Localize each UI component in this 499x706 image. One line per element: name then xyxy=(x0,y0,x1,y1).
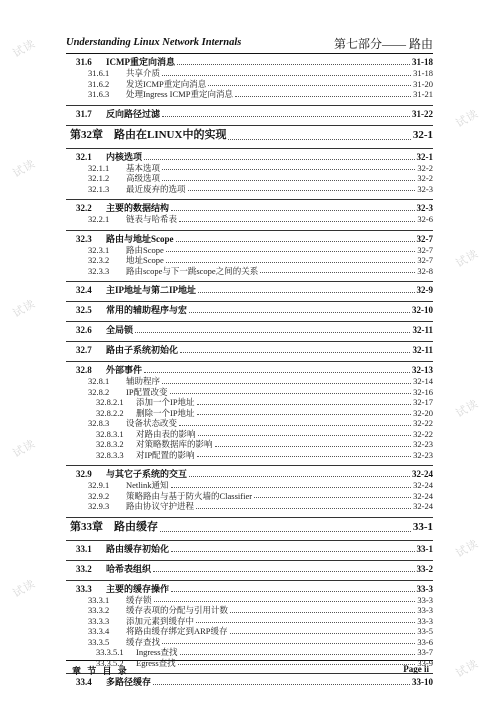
leader-dots xyxy=(162,116,410,117)
entry-page: 33-2 xyxy=(416,563,433,574)
toc-entry[interactable] xyxy=(66,468,433,480)
entry-title: 路由缓存 xyxy=(114,520,158,533)
entry-page: 32-24 xyxy=(412,469,433,479)
entry-number: 32.2.1 xyxy=(88,214,110,224)
entry-number: 31.7 xyxy=(76,108,92,119)
leader-dots xyxy=(228,139,410,140)
entry-number: 33.1 xyxy=(76,543,92,554)
leader-dots xyxy=(177,64,410,65)
entry-title: 高级选项 xyxy=(126,173,161,183)
entry-title: 外部事件 xyxy=(106,365,143,375)
leader-dots xyxy=(162,169,415,170)
entry-page: 33-7 xyxy=(417,647,433,657)
leader-dots xyxy=(153,571,414,572)
entry-title: 共享介质 xyxy=(126,68,161,78)
leader-dots xyxy=(198,292,414,293)
watermark: 试读 xyxy=(453,656,481,681)
entry-page: 32-22 xyxy=(413,428,433,439)
entry-number: 32.4 xyxy=(76,285,92,295)
toc-entry[interactable] xyxy=(66,214,433,225)
entry-title: ICMP重定向消息 xyxy=(106,57,175,67)
entry-title: 反向路径过滤 xyxy=(106,108,161,119)
leader-dots xyxy=(230,612,415,613)
entry-page: 32-11 xyxy=(412,345,433,355)
toc-entry[interactable] xyxy=(66,563,433,575)
entry-page: 32-22 xyxy=(413,418,433,428)
leader-dots xyxy=(171,210,414,211)
entry-number: 33.3.4 xyxy=(88,626,110,636)
entry-page: 33-9 xyxy=(417,657,433,668)
leader-dots xyxy=(189,476,410,477)
leader-dots xyxy=(170,393,412,394)
toc-entry[interactable] xyxy=(66,408,433,419)
entry-title: 处理Ingress ICMP重定向消息 xyxy=(126,89,233,99)
toc-entry[interactable] xyxy=(66,233,433,245)
leader-dots xyxy=(254,497,411,498)
watermark: 试读 xyxy=(10,36,38,61)
leader-dots xyxy=(230,633,416,634)
watermark: 试读 xyxy=(10,296,38,321)
entry-page: 33-3 xyxy=(416,583,433,594)
leader-dots xyxy=(208,85,411,86)
entry-number: 32.8.2.1 xyxy=(96,397,124,407)
leader-dots xyxy=(153,684,410,685)
toc-entry[interactable] xyxy=(66,626,433,637)
entry-title: 发送ICMP重定向消息 xyxy=(126,78,207,89)
entry-number: 32.8 xyxy=(76,365,92,375)
entry-number: 33.4 xyxy=(76,677,92,687)
book-title: Understanding Linux Network Internals xyxy=(66,37,242,48)
entry-page: 32-8 xyxy=(417,265,433,276)
entry-number: 32.1.1 xyxy=(88,162,110,173)
entry-number: 32.3.1 xyxy=(88,244,110,255)
entry-number: 31.6.1 xyxy=(88,68,110,78)
toc-entry[interactable] xyxy=(66,605,433,616)
toc-entry[interactable] xyxy=(66,364,433,376)
entry-number: 32.8.3.3 xyxy=(96,449,124,460)
toc-entry[interactable] xyxy=(66,637,433,648)
entry-title: 全局锁 xyxy=(106,325,134,335)
entry-number: 32.8.3.1 xyxy=(96,428,124,439)
toc-entry[interactable] xyxy=(66,79,433,90)
entry-title: 基本选项 xyxy=(126,162,161,173)
watermark: 试读 xyxy=(10,576,38,601)
entry-number: 32.9 xyxy=(76,469,92,479)
entry-title: 对路由表的影响 xyxy=(136,428,196,439)
toc-entry[interactable] xyxy=(66,56,433,68)
entry-number: 32.5 xyxy=(76,305,92,315)
entry-page: 32-2 xyxy=(417,173,433,183)
entry-page: 31-18 xyxy=(412,57,433,67)
leader-dots xyxy=(179,221,415,222)
entry-page: 32-1 xyxy=(412,128,433,141)
entry-title: Ingress查找 xyxy=(136,647,178,657)
toc-entry[interactable] xyxy=(66,647,433,658)
leader-dots xyxy=(160,531,411,532)
toc-entry[interactable] xyxy=(66,376,433,387)
entry-page: 33-1 xyxy=(412,520,433,533)
leader-dots xyxy=(197,404,412,405)
entry-title: 添加一个IP地址 xyxy=(136,397,195,407)
entry-number: 32.8.2.2 xyxy=(96,407,124,418)
entry-page: 32-24 xyxy=(413,501,433,511)
entry-number: 32.8.3 xyxy=(88,418,110,428)
entry-title: Egress查找 xyxy=(136,657,176,668)
entry-number: 32.8.2 xyxy=(88,386,110,397)
leader-dots xyxy=(162,75,411,76)
toc-entry[interactable] xyxy=(66,616,433,627)
entry-number: 32.6 xyxy=(76,325,92,335)
entry-page: 32-24 xyxy=(413,490,433,501)
entry-number: 第32章 xyxy=(70,128,103,141)
toc-entry[interactable] xyxy=(66,89,433,100)
entry-title: 与其它子系统的交互 xyxy=(106,469,188,479)
entry-title: Netlink通知 xyxy=(126,480,169,490)
entry-number: 33.2 xyxy=(76,563,92,574)
entry-number: 32.1.3 xyxy=(88,183,110,194)
entry-number: 33.3.5.1 xyxy=(96,647,124,657)
leader-dots xyxy=(171,591,414,592)
toc-entry[interactable] xyxy=(66,245,433,256)
entry-title: 添加元素到缓存中 xyxy=(126,615,195,626)
entry-number: 32.7 xyxy=(76,345,92,355)
entry-page: 33-3 xyxy=(417,605,433,615)
toc-entry[interactable] xyxy=(66,173,433,184)
entry-title: 路由在LINUX中的实现 xyxy=(114,128,227,141)
entry-page: 32-23 xyxy=(413,439,433,449)
page-footer xyxy=(66,657,433,677)
entry-page: 32-20 xyxy=(413,407,433,418)
leader-dots xyxy=(166,251,416,252)
entry-title: 哈希表组织 xyxy=(106,563,152,574)
entry-page: 33-6 xyxy=(417,636,433,647)
entry-number: 33.3.2 xyxy=(88,605,110,615)
watermark: 试读 xyxy=(453,246,481,271)
leader-dots xyxy=(162,383,411,384)
entry-number: 32.8.3.2 xyxy=(96,439,124,449)
toc-entry[interactable] xyxy=(66,397,433,408)
leader-dots xyxy=(162,180,415,181)
entry-page: 32-2 xyxy=(417,162,433,173)
entry-title: 设备状态改变 xyxy=(126,418,178,428)
entry-title: 地址Scope xyxy=(126,255,164,265)
toc-entry[interactable] xyxy=(66,387,433,398)
toc-entry[interactable] xyxy=(66,151,433,163)
leader-dots xyxy=(171,551,414,552)
part-title: 第七部分—— 路由 xyxy=(333,37,433,51)
entry-number: 31.6.3 xyxy=(88,89,110,99)
toc-entry[interactable] xyxy=(66,108,433,120)
toc-entry[interactable] xyxy=(66,344,433,356)
toc-entry[interactable] xyxy=(66,324,433,336)
entry-number: 第33章 xyxy=(70,520,103,533)
toc-chapter-entry[interactable] xyxy=(66,128,433,143)
entry-page: 33-3 xyxy=(417,615,433,626)
entry-page: 32-3 xyxy=(416,203,433,213)
entry-page: 33-1 xyxy=(416,543,433,554)
entry-title: 策略路由与基于防火墙的Classifier xyxy=(126,490,253,501)
toc-entry[interactable] xyxy=(66,595,433,606)
entry-page: 31-20 xyxy=(413,78,433,89)
entry-page: 33-10 xyxy=(412,677,433,687)
toc-entry[interactable] xyxy=(66,543,433,555)
entry-number: 31.6 xyxy=(76,57,92,67)
entry-number: 31.6.2 xyxy=(88,78,110,89)
toc-entry[interactable] xyxy=(66,284,433,296)
entry-title: 缓存查找 xyxy=(126,636,161,647)
footer-label: 章 节 目 录 xyxy=(72,666,129,676)
toc-entry[interactable] xyxy=(66,304,433,316)
entry-title: 对IP配置的影响 xyxy=(136,449,195,460)
leader-dots xyxy=(180,352,410,353)
entry-page: 32-24 xyxy=(413,480,433,490)
toc-entry[interactable] xyxy=(66,439,433,450)
leader-dots xyxy=(162,643,415,644)
entry-title: 主要的数据结构 xyxy=(106,203,170,213)
entry-title: 路由协议守护进程 xyxy=(126,501,195,511)
entry-title: 链表与哈希表 xyxy=(126,214,178,224)
toc-entry[interactable] xyxy=(66,429,433,440)
entry-title: 路由缓存初始化 xyxy=(106,543,170,554)
toc-entry[interactable] xyxy=(66,202,433,214)
entry-title: 删除一个IP地址 xyxy=(136,407,195,418)
toc-entry[interactable] xyxy=(66,583,433,595)
entry-title: 路由Scope xyxy=(126,244,164,255)
entry-title: 缓存锁 xyxy=(126,594,152,605)
entry-page: 31-18 xyxy=(413,68,433,78)
entry-number: 33.3.1 xyxy=(88,594,110,605)
entry-page: 33-3 xyxy=(417,594,433,605)
entry-page: 32-7 xyxy=(417,255,433,265)
entry-title: 路由子系统初始化 xyxy=(106,345,179,355)
entry-number: 32.8.1 xyxy=(88,376,110,386)
leader-dots xyxy=(180,654,416,655)
leader-dots xyxy=(179,425,411,426)
leader-dots xyxy=(154,601,416,602)
entry-title: 缓存表项的分配与引用计数 xyxy=(126,605,229,615)
entry-title: 多路径缓存 xyxy=(106,677,152,687)
entry-page: 32-3 xyxy=(417,183,433,194)
leader-dots xyxy=(176,241,415,242)
entry-number: 33.3.5 xyxy=(88,636,110,647)
toc-entry[interactable] xyxy=(66,491,433,502)
entry-page: 32-13 xyxy=(412,365,433,375)
entry-page: 32-16 xyxy=(413,386,433,397)
entry-title: 内核选项 xyxy=(106,151,143,162)
toc-entry[interactable] xyxy=(66,418,433,429)
entry-title: 主IP地址与第二IP地址 xyxy=(106,285,197,295)
toc-chapter-entry[interactable] xyxy=(66,520,433,535)
leader-dots xyxy=(144,372,410,373)
entry-page: 32-7 xyxy=(417,244,433,255)
watermark: 试读 xyxy=(453,536,481,561)
toc-entry[interactable] xyxy=(66,68,433,79)
leader-dots xyxy=(197,456,412,457)
entry-number: 32.3.2 xyxy=(88,255,110,265)
toc-entry[interactable] xyxy=(66,501,433,512)
entry-page: 32-9 xyxy=(416,285,433,295)
toc-entry[interactable] xyxy=(66,450,433,461)
toc-entry[interactable] xyxy=(66,255,433,266)
leader-dots xyxy=(235,96,411,97)
entry-number: 32.3.3 xyxy=(88,265,110,276)
page-number: Page ii xyxy=(403,664,429,674)
toc-entry[interactable] xyxy=(66,676,433,688)
entry-page: 32-17 xyxy=(413,397,433,407)
entry-page: 32-14 xyxy=(413,376,433,386)
entry-number: 32.3 xyxy=(76,233,92,244)
entry-page: 31-21 xyxy=(413,89,433,99)
leader-dots xyxy=(188,190,416,191)
leader-dots xyxy=(197,414,412,415)
entry-number: 32.9.1 xyxy=(88,480,110,490)
entry-number: 32.1 xyxy=(76,151,92,162)
entry-page: 32-6 xyxy=(417,214,433,224)
leader-dots xyxy=(196,508,411,509)
entry-page: 32-10 xyxy=(412,305,433,315)
leader-dots xyxy=(171,487,412,488)
toc-entry[interactable] xyxy=(66,480,433,491)
entry-page: 31-22 xyxy=(412,108,433,119)
entry-number: 32.1.2 xyxy=(88,173,110,183)
entry-title: 辅助程序 xyxy=(126,376,161,386)
entry-page: 32-11 xyxy=(412,325,433,335)
entry-title: 将路由缓存绑定到ARP缓存 xyxy=(126,626,228,636)
leader-dots xyxy=(260,272,415,273)
entry-title: 对策略数据库的影响 xyxy=(136,439,213,449)
entry-number: 32.9.2 xyxy=(88,490,110,501)
leader-dots xyxy=(196,622,415,623)
entry-title: 最近废弃的选项 xyxy=(126,183,186,194)
entry-title: 路由与地址Scope xyxy=(106,233,174,244)
watermark: 试读 xyxy=(453,396,481,421)
leader-dots xyxy=(198,435,412,436)
watermark: 试读 xyxy=(453,106,481,131)
entry-title: 常用的辅助程序与宏 xyxy=(106,305,188,315)
watermark: 试读 xyxy=(10,156,38,181)
entry-page: 33-5 xyxy=(417,626,433,636)
leader-dots xyxy=(189,312,410,313)
entry-number: 32.9.3 xyxy=(88,501,110,511)
entry-number: 33.3.5.2 xyxy=(96,657,124,668)
watermark: 试读 xyxy=(10,436,38,461)
toc-entry[interactable] xyxy=(66,163,433,174)
table-of-contents xyxy=(66,56,433,688)
entry-page: 32-7 xyxy=(416,233,433,244)
entry-number: 32.2 xyxy=(76,203,92,213)
leader-dots xyxy=(215,446,412,447)
leader-dots xyxy=(166,262,416,263)
leader-dots xyxy=(144,159,414,160)
entry-title: 主要的缓存操作 xyxy=(106,583,170,594)
entry-page: 32-1 xyxy=(416,151,433,162)
entry-title: 路由scope与下一跳scope之间的关系 xyxy=(126,265,259,276)
leader-dots xyxy=(135,332,410,333)
toc-entry[interactable] xyxy=(66,184,433,195)
toc-entry[interactable] xyxy=(66,266,433,277)
entry-page: 32-23 xyxy=(413,449,433,460)
entry-number: 33.3 xyxy=(76,583,92,594)
entry-title: IP配置改变 xyxy=(126,386,168,397)
entry-number: 33.3.3 xyxy=(88,615,110,626)
page-header xyxy=(66,35,433,54)
